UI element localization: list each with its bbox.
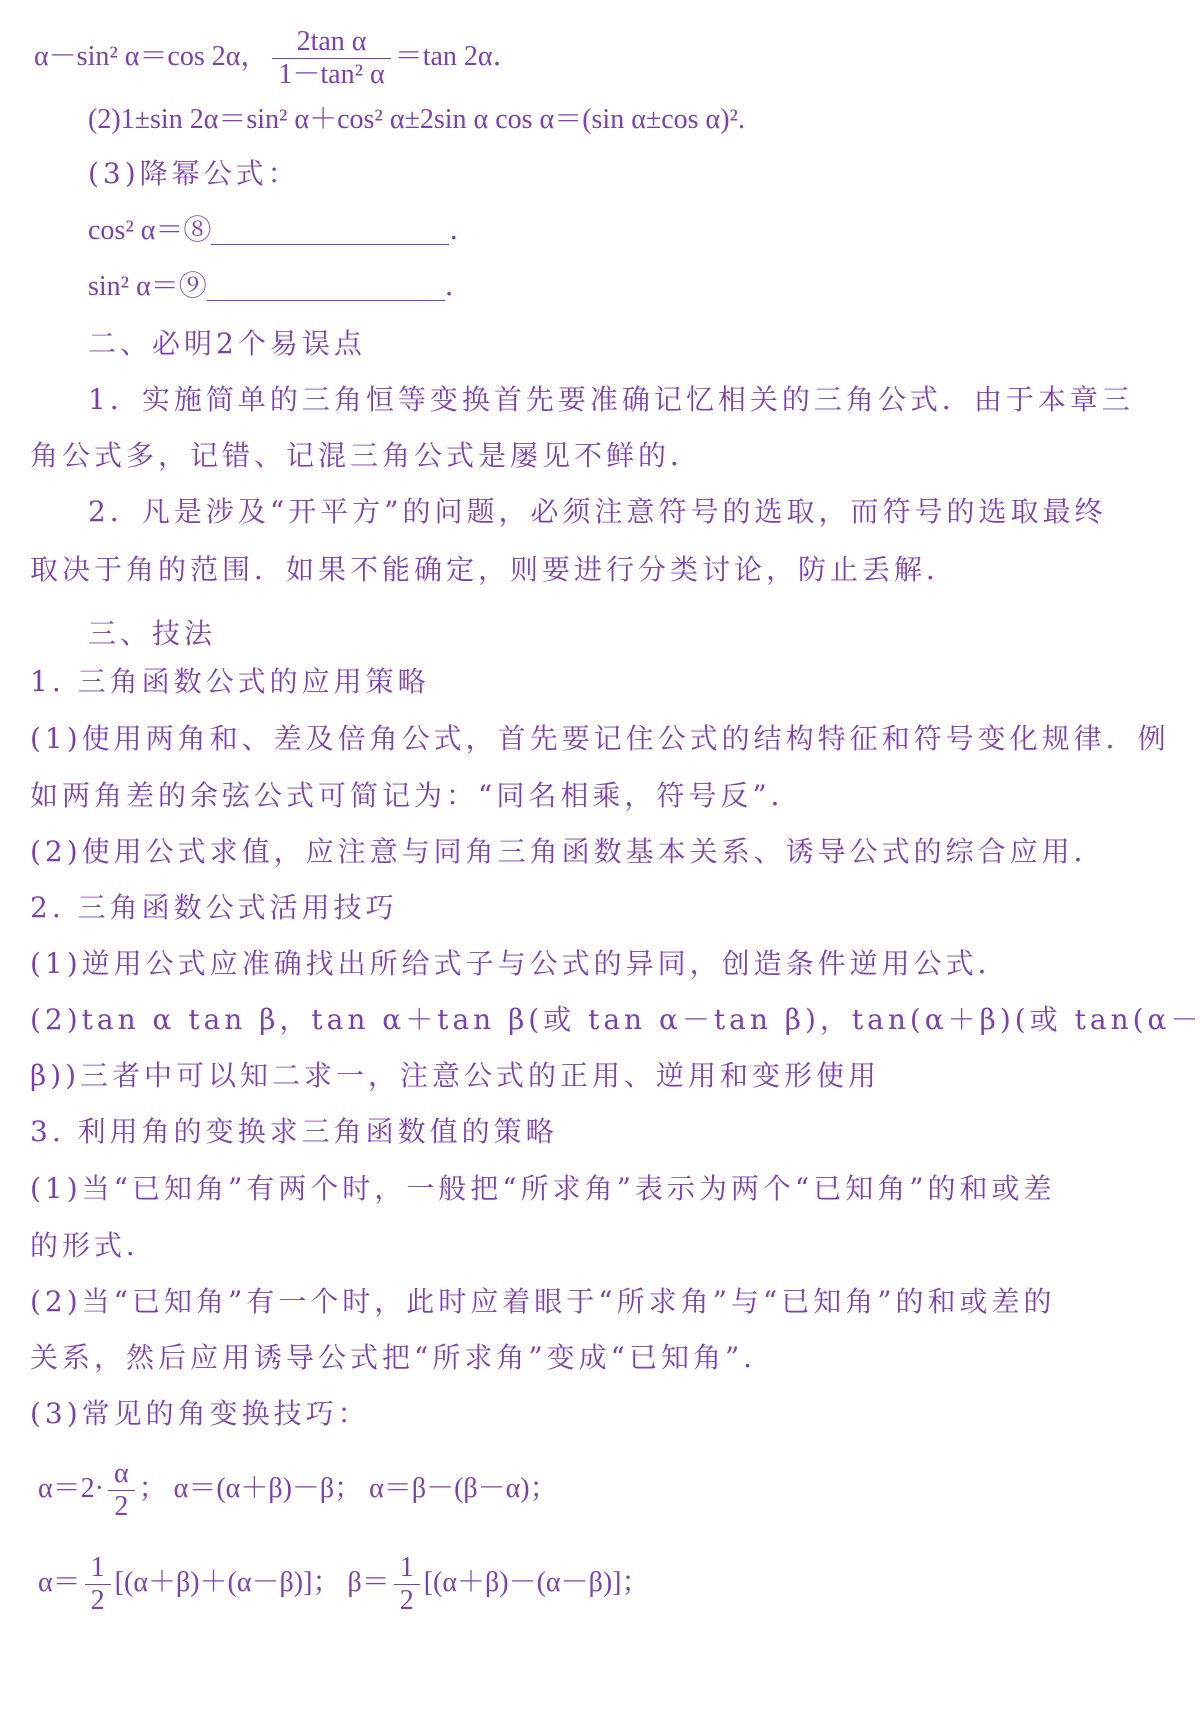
paragraph-line: 关系，然后应用诱导公式把“所求角”变成“已知角”．	[30, 1341, 776, 1374]
formula-text: ．	[444, 271, 473, 302]
paragraph-line: 的形式．	[30, 1229, 159, 1262]
fraction-numerator: 1	[90, 1552, 105, 1583]
fraction-numerator: α	[114, 1458, 129, 1489]
paragraph-line: (2)tan α tan β，tan α＋tan β(或 tan α－tan β)，tan(α＋β)(或 tan(α－	[30, 1003, 1202, 1036]
paragraph-line: β))三者中可以知二求一，注意公式的正用、逆用和变形使用	[30, 1059, 881, 1092]
paragraph-line: (1)使用两角和、差及倍角公式，首先要记住公式的结构特征和符号变化规律．例	[30, 722, 1170, 755]
paragraph-line: 取决于角的范围．如果不能确定，则要进行分类讨论，防止丢解．	[30, 553, 959, 586]
fraction	[108, 1458, 135, 1523]
paragraph-line: 角公式多，记错、记混三角公式是屡见不鲜的．	[30, 439, 703, 472]
fraction-denominator: 2	[90, 1585, 105, 1617]
formula-text: α＝2·	[38, 1473, 104, 1505]
formula-text: α＝	[38, 1567, 81, 1599]
formula-text: ； α＝(α＋β)－β； α＝β－(β－α)；	[138, 1473, 558, 1505]
paragraph-line: (2)当“已知角”有一个时，此时应着眼于“所求角”与“已知角”的和或差的	[30, 1285, 1056, 1318]
formula-text: sin² α＝⑨	[88, 271, 207, 302]
paragraph-line: 2．凡是涉及“开平方”的问题，必须注意符号的选取，而符号的选取最终	[88, 495, 1107, 528]
angle-transform-formula-2	[38, 1552, 649, 1617]
formula-line-1	[34, 26, 521, 91]
fraction-denominator: 1－tan² α	[278, 59, 385, 91]
subsection-heading-3: 3. 利用角的变换求三角函数值的策略	[30, 1115, 558, 1148]
fraction-numerator: 2tan α	[296, 26, 367, 57]
formula-text: cos² α＝⑧	[88, 215, 212, 246]
section-heading-2: 二、必明2个易误点	[88, 327, 366, 360]
answer-blank-8[interactable]	[211, 216, 449, 245]
angle-transform-formula-1	[38, 1458, 558, 1523]
fraction	[85, 1552, 111, 1617]
formula-text: [(α＋β)＋(α－β)]； β＝	[114, 1567, 390, 1599]
section-heading-3: 三、技法	[88, 617, 217, 650]
fraction	[272, 26, 390, 91]
paragraph-line: (1)当“已知角”有两个时，一般把“所求角”表示为两个“已知角”的和或差	[30, 1172, 1056, 1205]
formula-line-2: (2)1±sin 2α＝sin² α＋cos² α±2sin α cos α＝(sin α±cos α)².	[88, 104, 745, 135]
formula-text: ＝tan 2α．	[394, 41, 521, 73]
cos-square-fill-in	[88, 216, 477, 245]
paragraph-line: 如两角差的余弦公式可简记为：“同名相乘，符号反”．	[30, 779, 803, 812]
paragraph-line: 1．实施简单的三角恒等变换首先要准确记忆相关的三角公式．由于本章三	[88, 383, 1134, 416]
sin-square-fill-in	[88, 272, 473, 301]
formula-text: [(α＋β)－(α－β)]；	[423, 1567, 650, 1599]
paragraph-line: (2)使用公式求值，应注意与同角三角函数基本关系、诱导公式的综合应用．	[30, 835, 1106, 868]
answer-blank-9[interactable]	[207, 272, 445, 301]
formula-text: α－sin² α＝cos 2α，	[34, 41, 269, 73]
paragraph-line: (1)逆用公式应准确找出所给式子与公式的异同，创造条件逆用公式．	[30, 947, 1010, 980]
reduction-formula-heading: (3)降幂公式：	[88, 157, 300, 190]
fraction-denominator: 2	[399, 1585, 414, 1617]
formula-text: ．	[449, 215, 478, 246]
fraction	[394, 1552, 420, 1617]
paragraph-line: (3)常见的角变换技巧：	[30, 1397, 370, 1430]
fraction-denominator: 2	[114, 1491, 129, 1523]
subsection-heading-1: 1. 三角函数公式的应用策略	[30, 665, 430, 698]
subsection-heading-2: 2. 三角函数公式活用技巧	[30, 891, 398, 924]
fraction-numerator: 1	[399, 1552, 414, 1583]
